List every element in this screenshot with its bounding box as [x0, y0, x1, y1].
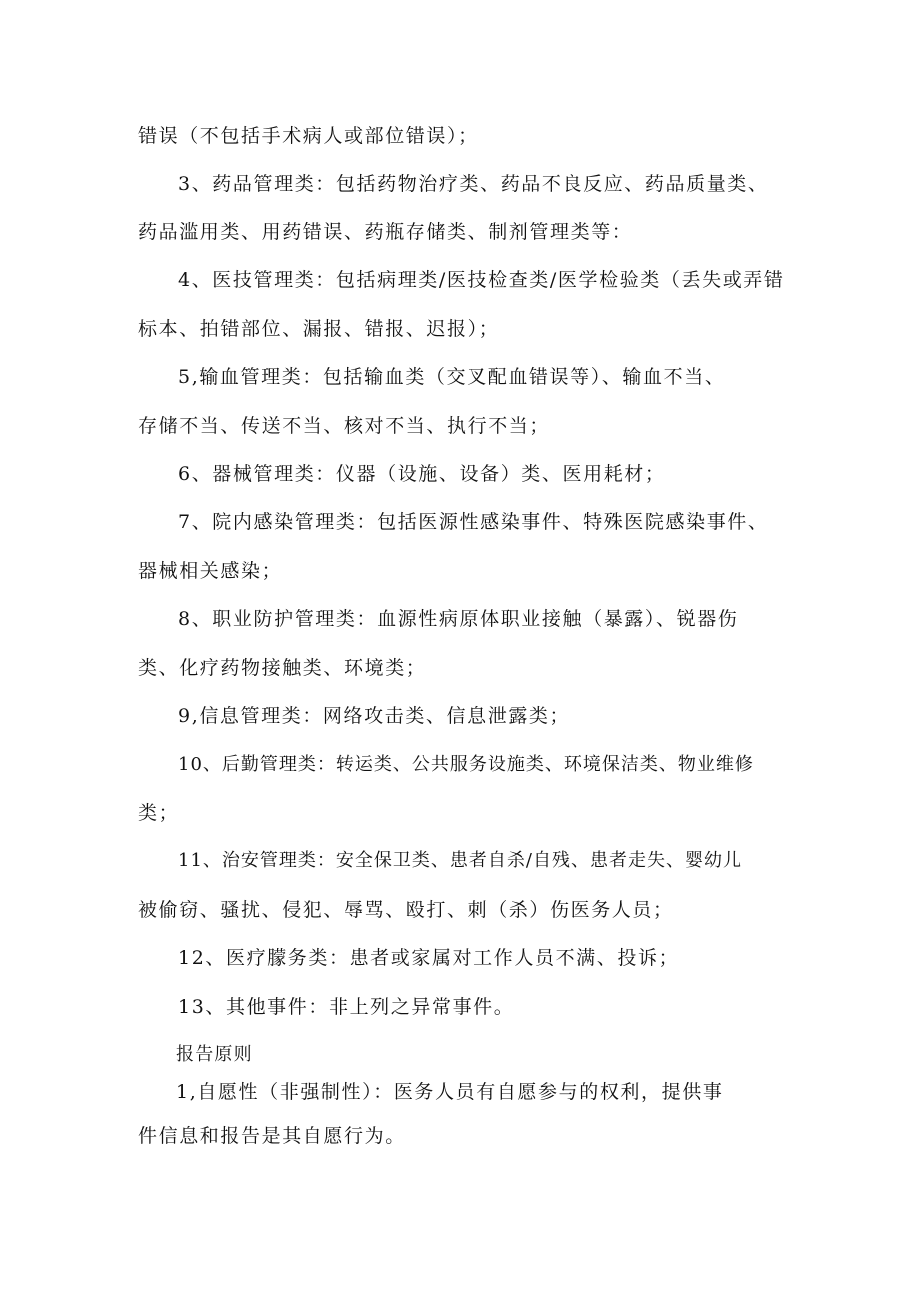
- line-21: 1,自愿性（非强制性）：医务人员有自愿参与的权利，提供事: [176, 1081, 724, 1103]
- line-11: 8、职业防护管理类：血源性病原体职业接触（暴露）、锐器伤: [178, 608, 739, 630]
- line-19: 13、其他事件：非上列之异常事件。: [178, 996, 515, 1018]
- line-9: 7、院内感染管理类：包括医源性感染事件、特殊医院感染事件、: [178, 511, 769, 533]
- line-13: 9,信息管理类：网络攻击类、信息泄露类；: [178, 705, 571, 727]
- line-5: 标本、拍错部位、漏报、错报、迟报）；: [138, 318, 500, 340]
- line-4: 4、医技管理类：包括病理类/医技检查类/医学检验类（丢失或弄错: [178, 269, 785, 291]
- line-16: 11、治安管理类：安全保卫类、患者自杀/自残、患者走失、婴幼儿: [178, 850, 742, 871]
- line-18: 12、医疗朦务类：患者或家属对工作人员不满、投诉；: [178, 947, 680, 969]
- line-8: 6、器械管理类：仪器（设施、设备）类、医用耗材；: [178, 463, 666, 485]
- line-10: 器械相关感染；: [138, 560, 283, 582]
- line-3: 药品滥用类、用药错误、药瓶存储类、制剂管理类等：: [138, 221, 633, 243]
- line-14: 10、后勤管理类：转运类、公共服务设施类、环境保洁类、物业维修: [178, 754, 754, 775]
- line-6: 5,输血管理类：包括输血类（交叉配血错误等）、输血不当、: [178, 366, 726, 388]
- line-15: 类；: [138, 802, 180, 824]
- line-2: 3、药品管理类：包括药物治疗类、药品不良反应、药品质量类、: [178, 173, 769, 195]
- line-17: 被偷窃、骚扰、侵犯、辱骂、殴打、刺（杀）伤医务人员；: [138, 899, 674, 921]
- line-12: 类、化疗药物接触类、环境类；: [138, 657, 427, 679]
- line-7: 存储不当、传送不当、核对不当、执行不当；: [138, 415, 551, 437]
- section-heading-reporting-principles: 报告原则: [176, 1044, 253, 1065]
- line-22: 件信息和报告是其自愿行为。: [138, 1125, 406, 1147]
- line-1: 错误（不包括手术病人或部位错误）；: [138, 125, 479, 147]
